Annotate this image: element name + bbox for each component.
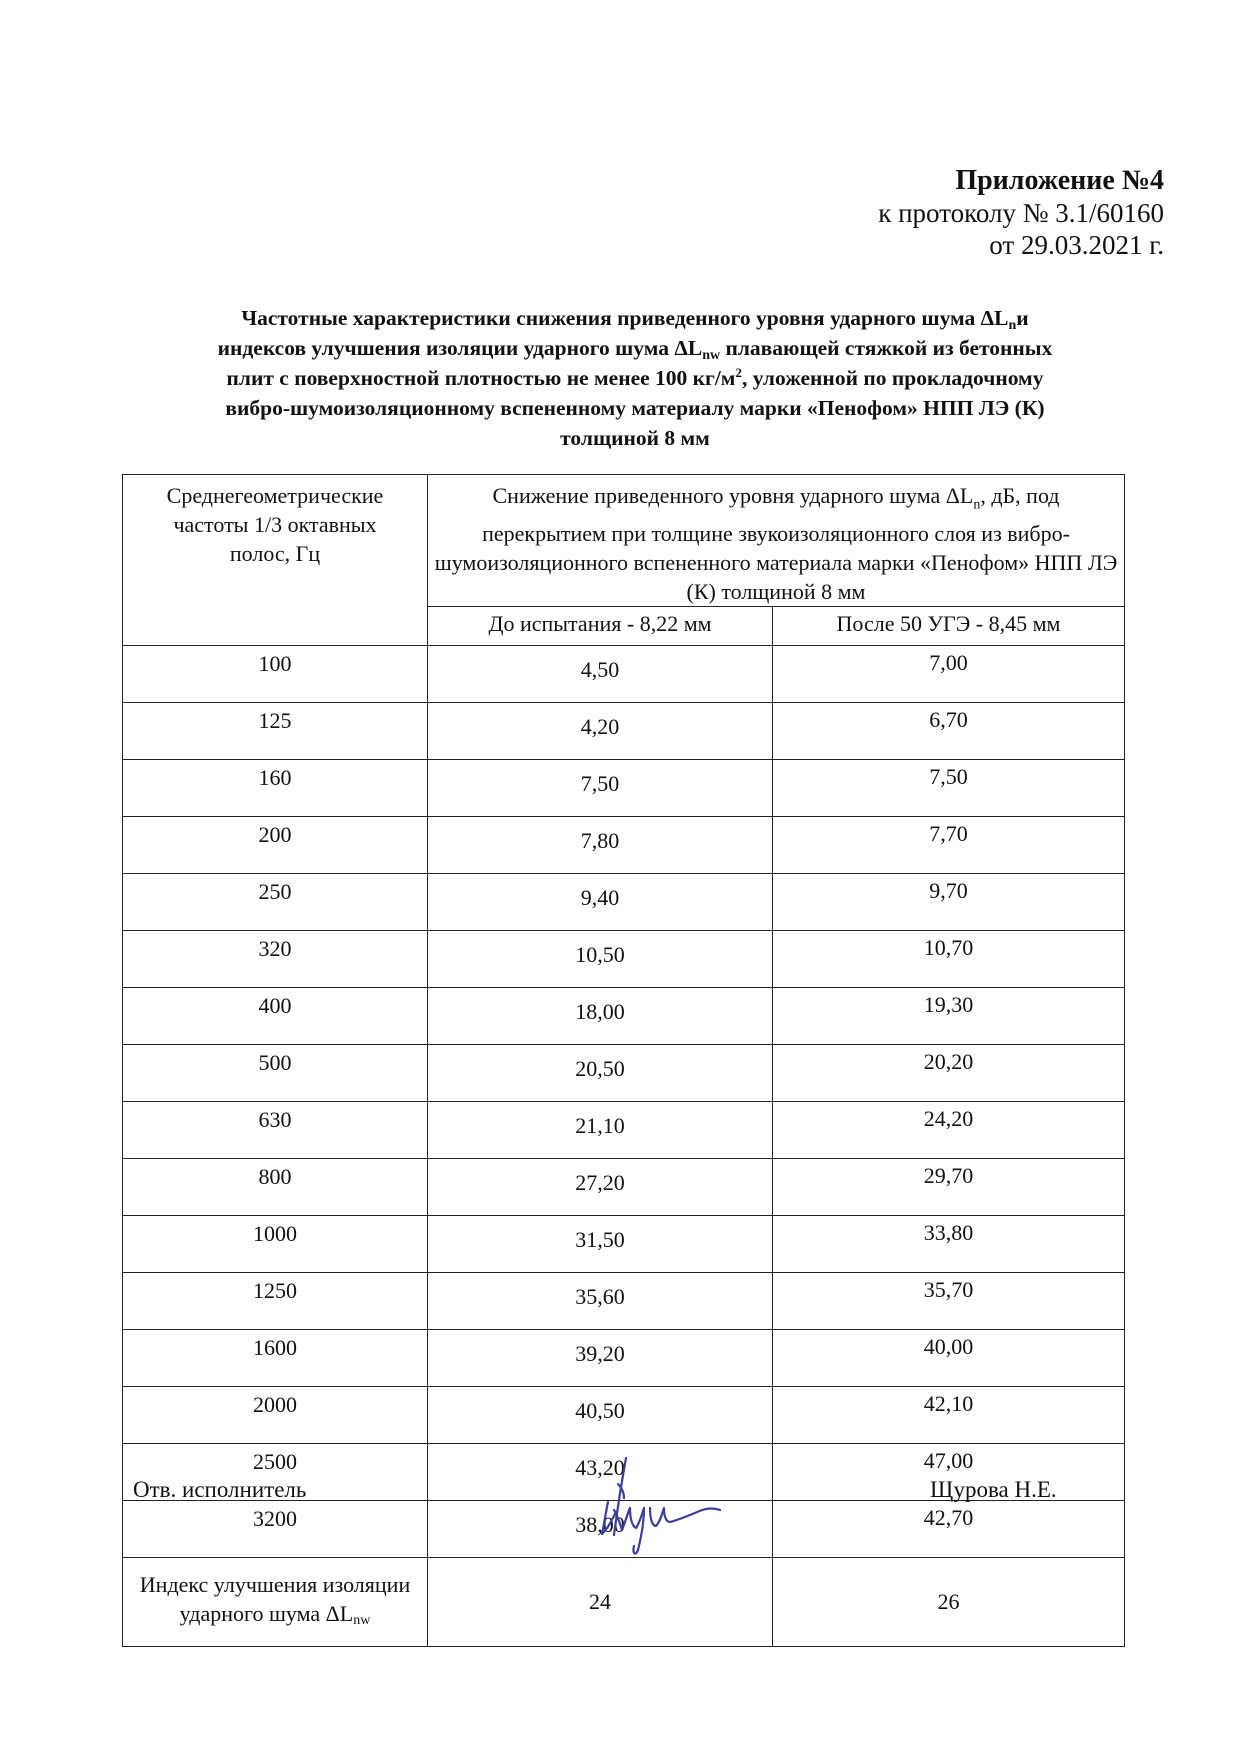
before-value-cell: 21,10 [428, 1102, 773, 1159]
before-value-cell: 39,20 [428, 1330, 773, 1387]
frequency-header: Среднегеометрические частоты 1/3 октавных полос, Гц [123, 475, 428, 646]
frequency-cell: 3200 [123, 1501, 428, 1558]
frequency-cell: 500 [123, 1045, 428, 1102]
frequency-cell: 2500 [123, 1444, 428, 1501]
appendix-block [878, 165, 1164, 261]
before-value-cell: 4,50 [428, 646, 773, 703]
before-value-cell: 4,20 [428, 703, 773, 760]
after-value-cell: 24,20 [773, 1102, 1125, 1159]
after-value-cell: 29,70 [773, 1159, 1125, 1216]
after-value-cell: 10,70 [773, 931, 1125, 988]
table-header-row [123, 475, 1125, 607]
frequency-cell: 630 [123, 1102, 428, 1159]
table-row [123, 874, 1125, 931]
table-row [123, 931, 1125, 988]
frequency-cell: 1000 [123, 1216, 428, 1273]
after-value-cell: 9,70 [773, 874, 1125, 931]
title-line-3: плит с поверхностной плотностью не менее 100 $кг/м^2$, уложенной по прокладочному [226, 365, 1044, 390]
title-line-5: толщиной 8 мм [560, 426, 710, 450]
frequency-cell: 200 [123, 817, 428, 874]
responsible-name: Щурова Н.Е. [930, 1477, 1057, 1502]
title-line-2: индексов улучшения изоляции ударного шума $\Delta L_{nw}$ плавающей стяжкой из бетонных [217, 336, 1053, 363]
table-row [123, 760, 1125, 817]
frequency-cell: 320 [123, 931, 428, 988]
before-value-cell: 10,50 [428, 931, 773, 988]
frequency-cell: 100 [123, 646, 428, 703]
table-row [123, 1330, 1125, 1387]
after-test-header: После 50 УГЭ - 8,45 мм [773, 607, 1125, 646]
after-value-cell: 6,70 [773, 703, 1125, 760]
before-test-header: До испытания - 8,22 мм [428, 607, 773, 646]
before-value-cell: 38,00 [428, 1501, 773, 1558]
protocol-date: от 29.03.2021 г. [989, 230, 1164, 260]
appendix-title: Приложение №4 [955, 165, 1164, 196]
frequency-cell: 160 [123, 760, 428, 817]
before-value-cell: 40,50 [428, 1387, 773, 1444]
after-value-cell: 19,30 [773, 988, 1125, 1045]
table-row [123, 1045, 1125, 1102]
frequency-cell: 400 [123, 988, 428, 1045]
frequency-cell: 1600 [123, 1330, 428, 1387]
index-before-value: 24 [428, 1558, 773, 1647]
after-value-cell: 40,00 [773, 1330, 1125, 1387]
after-value-cell: 42,10 [773, 1387, 1125, 1444]
before-value-cell: 9,40 [428, 874, 773, 931]
before-value-cell: 27,20 [428, 1159, 773, 1216]
frequency-cell: 800 [123, 1159, 428, 1216]
after-value-cell: 7,00 [773, 646, 1125, 703]
before-value-cell: 31,50 [428, 1216, 773, 1273]
after-value-cell: 33,80 [773, 1216, 1125, 1273]
after-value-cell: 47,00 [773, 1444, 1125, 1501]
handwritten-signature [578, 1450, 728, 1560]
reduction-header: Снижение приведенного уровня ударного шума $\Delta L_n$, дБ, под перекрытием при толщине звукоизоляционного слоя из вибро-шумоизоляционного вспененного материала марки «Пенофом» НПП ЛЭ (К) толщиной 8 мм [428, 475, 1125, 607]
before-value-cell: 7,50 [428, 760, 773, 817]
protocol-ref: к протоколу № 3.1/60160 [878, 198, 1164, 228]
frequency-cell: 250 [123, 874, 428, 931]
table-row [123, 817, 1125, 874]
frequency-cell: 1250 [123, 1273, 428, 1330]
table-row [123, 703, 1125, 760]
table-row [123, 646, 1125, 703]
before-value-cell: 35,60 [428, 1273, 773, 1330]
table-row [123, 1216, 1125, 1273]
table-row [123, 1102, 1125, 1159]
frequency-cell: 125 [123, 703, 428, 760]
after-value-cell: 20,20 [773, 1045, 1125, 1102]
table-row [123, 1387, 1125, 1444]
before-value-cell: 20,50 [428, 1045, 773, 1102]
frequency-cell: 2000 [123, 1387, 428, 1444]
after-value-cell: 35,70 [773, 1273, 1125, 1330]
index-label: Индекс улучшения изоляции ударного шума $\Delta L_{nw}$ [123, 1558, 428, 1647]
before-value-cell: 18,00 [428, 988, 773, 1045]
before-value-cell: 43,20 [428, 1444, 773, 1501]
document-title [120, 303, 1150, 453]
after-value-cell: 7,70 [773, 817, 1125, 874]
table-row [123, 988, 1125, 1045]
index-after-value: 26 [773, 1558, 1125, 1647]
before-value-cell: 7,80 [428, 817, 773, 874]
title-line-1: Частотные характеристики снижения приведенного уровня ударного шума $\Delta L_nи$ [241, 306, 1029, 333]
responsible-label: Отв. исполнитель [133, 1477, 307, 1502]
index-row [123, 1558, 1125, 1647]
table-row [123, 1273, 1125, 1330]
title-line-4: вибро-шумоизоляционному вспененному материалу марки «Пенофом» НПП ЛЭ (К) [225, 396, 1045, 420]
after-value-cell: 42,70 [773, 1501, 1125, 1558]
after-value-cell: 7,50 [773, 760, 1125, 817]
table-row [123, 1159, 1125, 1216]
